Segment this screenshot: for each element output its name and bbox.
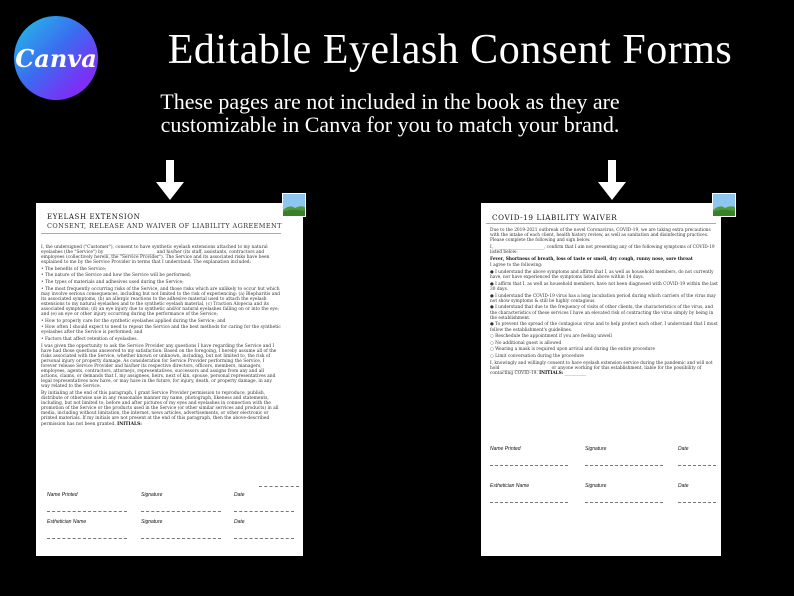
esthetician-name-label: Esthetician Name — [490, 483, 530, 489]
esthetician-name-line[interactable] — [47, 538, 127, 539]
date-label: Date — [678, 483, 689, 489]
name-printed-label: Name Printed — [490, 446, 521, 452]
form1-paragraph: • How often I should expect to need to repeat the Service and the best methods for caring for the synthetic eyelashes after the Service is performed; and — [41, 325, 281, 336]
form2-symptoms: Fever, Shortness of breath, loss of taste or smell, dry cough, runny nose, sore throat — [490, 256, 693, 262]
form2-item: ● I affirm that I, as well as household members, have not been diagnosed with COVID-19 within the last 30 days. — [490, 281, 718, 292]
form2-final: I, knowingly and willingly consent to have eyelash extension service during the pandemic and will not hold _______________________ or anyone working for this establishment, liable for the possibility of contacting COVID-19. INITIALS: __________ — [490, 360, 713, 376]
eyelash-consent-form-page — [36, 203, 303, 556]
form2-intro: Due to the 2019-2021 outbreak of the novel Coronavirus, COVID-19, we are taking extra precautions with the intake of each client, health history review, as well as sanitation and disinfecting practices. Please complete the following and sign below. — [490, 228, 711, 244]
date-label: Date — [234, 492, 245, 498]
date-line[interactable] — [234, 511, 294, 512]
divider — [41, 233, 281, 234]
signature-label: Signature — [585, 446, 607, 452]
form2-item: ● I understand the COVID-19 virus has a long incubation period during which carriers of the virus may not show symptoms & still be highly contagious. — [490, 293, 716, 304]
name-printed-line[interactable] — [47, 511, 127, 512]
form1-paragraph: • The benefits of the Service; — [41, 266, 107, 272]
form1-subtitle: CONSENT, RELEASE AND WAIVER OF LIABILITY AGREEMENT — [47, 222, 282, 230]
date-line[interactable] — [678, 502, 716, 503]
form2-confirm: I, _______________________, confirm that I am not presenting any of the following symptoms of COVID-19 listed below: — [490, 245, 715, 256]
form1-paragraph: I was given the opportunity to ask the Service Provider any questions I have regarding the Service and I have had those questions answered to my satisfaction. Based on the foregoing, I hereby assume all of the risks associated with the Service, whether known or unknown, including, but not limited to, the risk of personal injury or property damage. As consideration for Service Provider performing the Service, I forever release Service Provider and his/her its respective directors, officers, members, managers, employees, agents, contractors, attorneys, representatives, successors and assigns from any and all actions, claims, or demands that I, my assignees, heirs, next of kin, spouse, personal representatives and legal representatives now have, or may have in the future, for injury, death, or property damage, in any way related to the Service. — [41, 343, 277, 390]
signature-line[interactable] — [141, 511, 221, 512]
down-arrow-icon — [598, 160, 626, 200]
name-printed-line[interactable] — [490, 465, 568, 466]
signature-line[interactable] — [585, 502, 663, 503]
form2-item: ● I understand that due to the frequency of visits of other clients, the characteristics of the virus, and the characteristics of these services I have an elevated risk of contracting the virus simply by being in the establishment. — [490, 305, 714, 321]
form2-option[interactable]: ○ Reschedule the appointment if you are feeling unwell — [490, 334, 612, 340]
page-title: Editable Eyelash Consent Forms — [167, 27, 733, 73]
initials-line[interactable] — [259, 486, 299, 487]
form1-paragraph: I, the undersigned ("Customer"), consent to have synthetic eyelash extensions attached to my natural eyelashes (the "Service") by _______________________ and his/her (its staff, assistants, contractors and employees (collectively herein, the "Service Provider"). The Service and its associated risks have been explained to me by the Service Provider in terms that I understand. The explanation included: — [41, 245, 270, 266]
covid-waiver-form-page — [481, 203, 721, 556]
form1-paragraph: By initialing at the end of this paragraph, I grant Service Provider permission to reproduce, publish, distribute or otherwise use in any reasonable manner my name, photograph, likeness and statements, including, but not limited to, before and after pictures of my eyes and eyelashes in connection with the promotion of the Service or the products used in the Service (or other similar services and products) in all media, including without limitation, the internet, news articles, advertisements, or other electronic or printed materials. If my initials are not present at the end of this paragraph, then the above-described permission has not been granted. INITIALS: — [41, 390, 279, 427]
form2-item: ● I understand the above symptoms and affirm that I, as well as household members, do not currently have, nor have experienced the symptoms listed above within 14 days. — [490, 269, 714, 281]
page-subtitle — [140, 90, 640, 136]
signature-line[interactable] — [585, 465, 663, 466]
form1-paragraph: • Factors that affect retention of eyelashes. — [41, 337, 138, 342]
signature-label: Signature — [141, 492, 163, 498]
down-arrow-icon — [156, 160, 184, 200]
name-printed-label: Name Printed — [47, 492, 78, 498]
form2-agree: I agree to the following: — [490, 263, 543, 269]
subtitle-line-2: customizable in Canva for you to match your brand. — [160, 112, 620, 137]
form1-body — [41, 245, 281, 428]
form2-option[interactable]: ○ No additional guest is allowed — [490, 340, 562, 346]
date-line[interactable] — [234, 538, 294, 539]
form1-paragraph: • How to properly care for the synthetic eyelashes applied during the Service; and — [41, 318, 226, 324]
form1-title: EYELASH EXTENSION — [47, 213, 141, 221]
initials-label: INITIALS: — [117, 421, 142, 427]
subtitle-line-1: These pages are not included in the book as they are — [160, 89, 620, 114]
form2-item: ● To prevent the spread of the contagious virus and to help protect each other, I understand that I must follow the establishment's guidelines. — [490, 322, 718, 333]
image-placeholder-icon[interactable] — [282, 193, 306, 217]
date-line[interactable] — [678, 465, 716, 466]
form2-option[interactable]: ○ Limit conversation during the procedure — [490, 353, 584, 359]
signature-line[interactable] — [141, 538, 221, 539]
canva-logo — [14, 16, 98, 100]
initials-label: INITIALS: — [539, 370, 564, 376]
form2-body — [490, 228, 718, 378]
esthetician-name-line[interactable] — [490, 502, 568, 503]
signature-label: Signature — [585, 483, 607, 489]
date-label: Date — [678, 446, 689, 452]
signature-label: Signature — [141, 519, 163, 525]
divider — [486, 223, 716, 224]
form1-paragraph: • The types of materials and adhesives used during the Service; — [41, 280, 184, 286]
date-label: Date — [234, 519, 245, 525]
form1-paragraph: • The most frequently occurring risks of the Service, and those risks which are unlikely to occur but which may involve serious consequences, including but not limited to the risk of experiencing: (a) Blepharitis and its associated symptoms, (b) an allergic reactions to the adhesive material used to attach the eyelash extensions to my natural eyelashes and to the synthetic eyelash material, (c) Traction Alopecia and its associated symptoms; (d) an eye injury due to synthetic and/or natural eyelashes falling on or into the eye; and (e) an eye or other injury occurring during the performance of the Service; — [41, 286, 281, 318]
form2-title: COVID-19 LIABILITY WAIVER — [492, 213, 618, 222]
form1-paragraph: • The nature of the Service and how the Service will be performed; — [41, 273, 192, 279]
form2-option[interactable]: ○ Wearing a mask is required upon arrival and during the entire procedure — [490, 347, 656, 353]
esthetician-name-label: Esthetician Name — [47, 519, 87, 525]
canva-logo-text: Canva — [15, 43, 97, 73]
image-placeholder-icon[interactable] — [712, 193, 736, 217]
